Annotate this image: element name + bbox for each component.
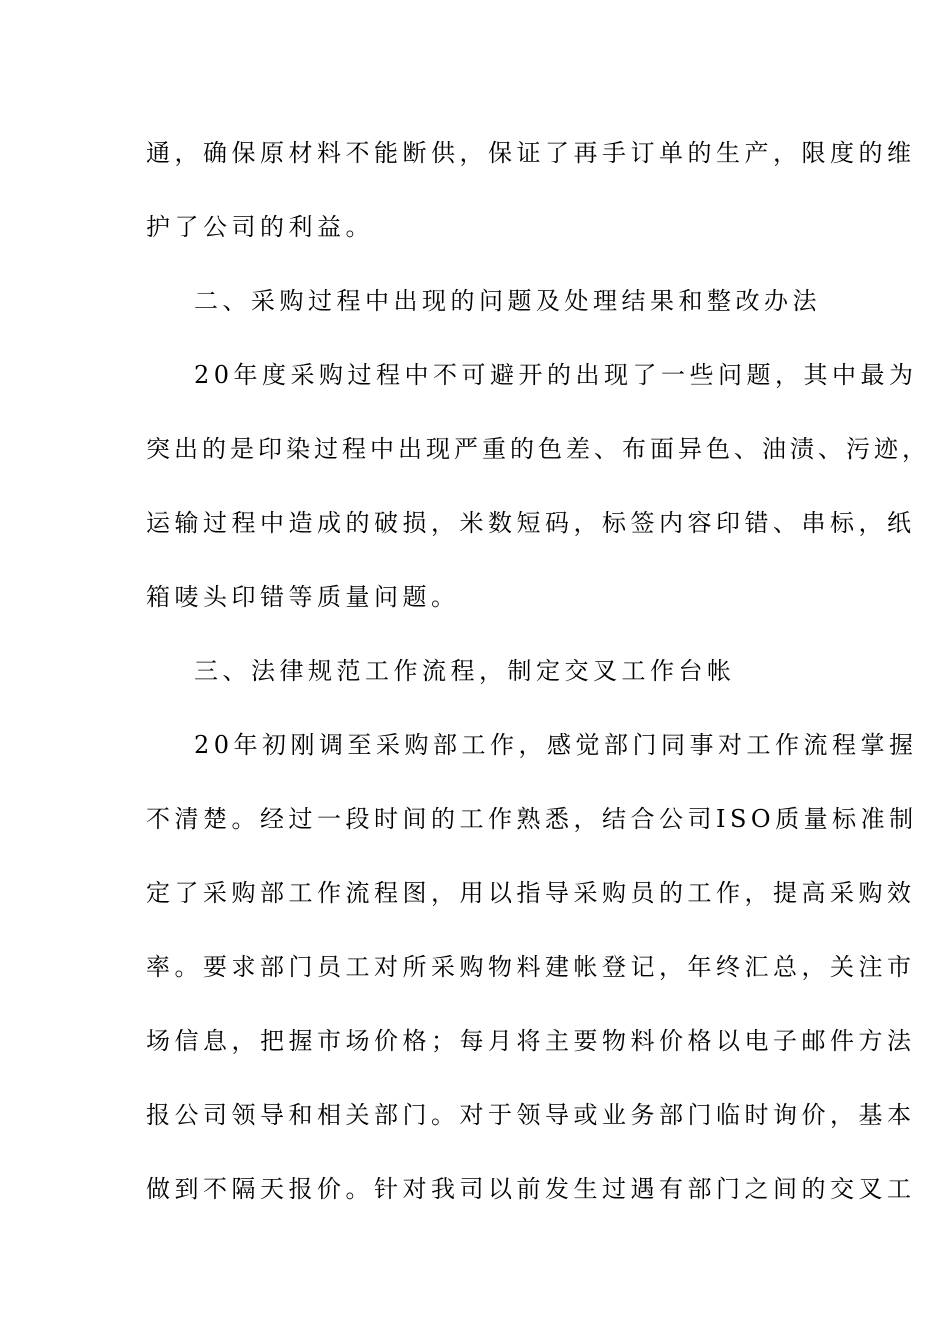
text-line: 场信息，把握市场价格；每月将主要物料价格以电子邮件方法 [146, 1027, 916, 1055]
text-line: 定了采购部工作流程图，用以指导采购员的工作，提高采购效 [146, 879, 916, 907]
paragraph-first-line: 20年初刚调至采购部工作，感觉部门同事对工作流程掌握 [194, 731, 918, 759]
text-line: 突出的是印染过程中出现严重的色差、布面异色、油渍、污迹， [146, 435, 930, 463]
paragraph-first-line: 20年度采购过程中不可避开的出现了一些问题，其中最为 [194, 361, 918, 389]
text-line: 报公司领导和相关部门。对于领导或业务部门临时询价，基本 [146, 1101, 916, 1129]
text-line: 箱唛头印错等质量问题。 [146, 583, 460, 611]
text-line: 不清楚。经过一段时间的工作熟悉，结合公司ISO质量标准制 [146, 805, 918, 833]
section-heading: 三、法律规范工作流程，制定交叉工作台帐 [194, 657, 736, 685]
text-line: 通，确保原材料不能断供，保证了再手订单的生产，限度的维 [146, 139, 916, 167]
text-line: 护了公司的利益。 [146, 213, 374, 241]
text-line: 运输过程中造成的破损，米数短码，标签内容印错、串标，纸 [146, 509, 916, 537]
text-line: 做到不隔天报价。针对我司以前发生过遇有部门之间的交叉工 [146, 1175, 916, 1203]
section-heading: 二、采购过程中出现的问题及处理结果和整改办法 [194, 287, 821, 315]
text-line: 率。要求部门员工对所采购物料建帐登记，年终汇总，关注市 [146, 953, 916, 981]
